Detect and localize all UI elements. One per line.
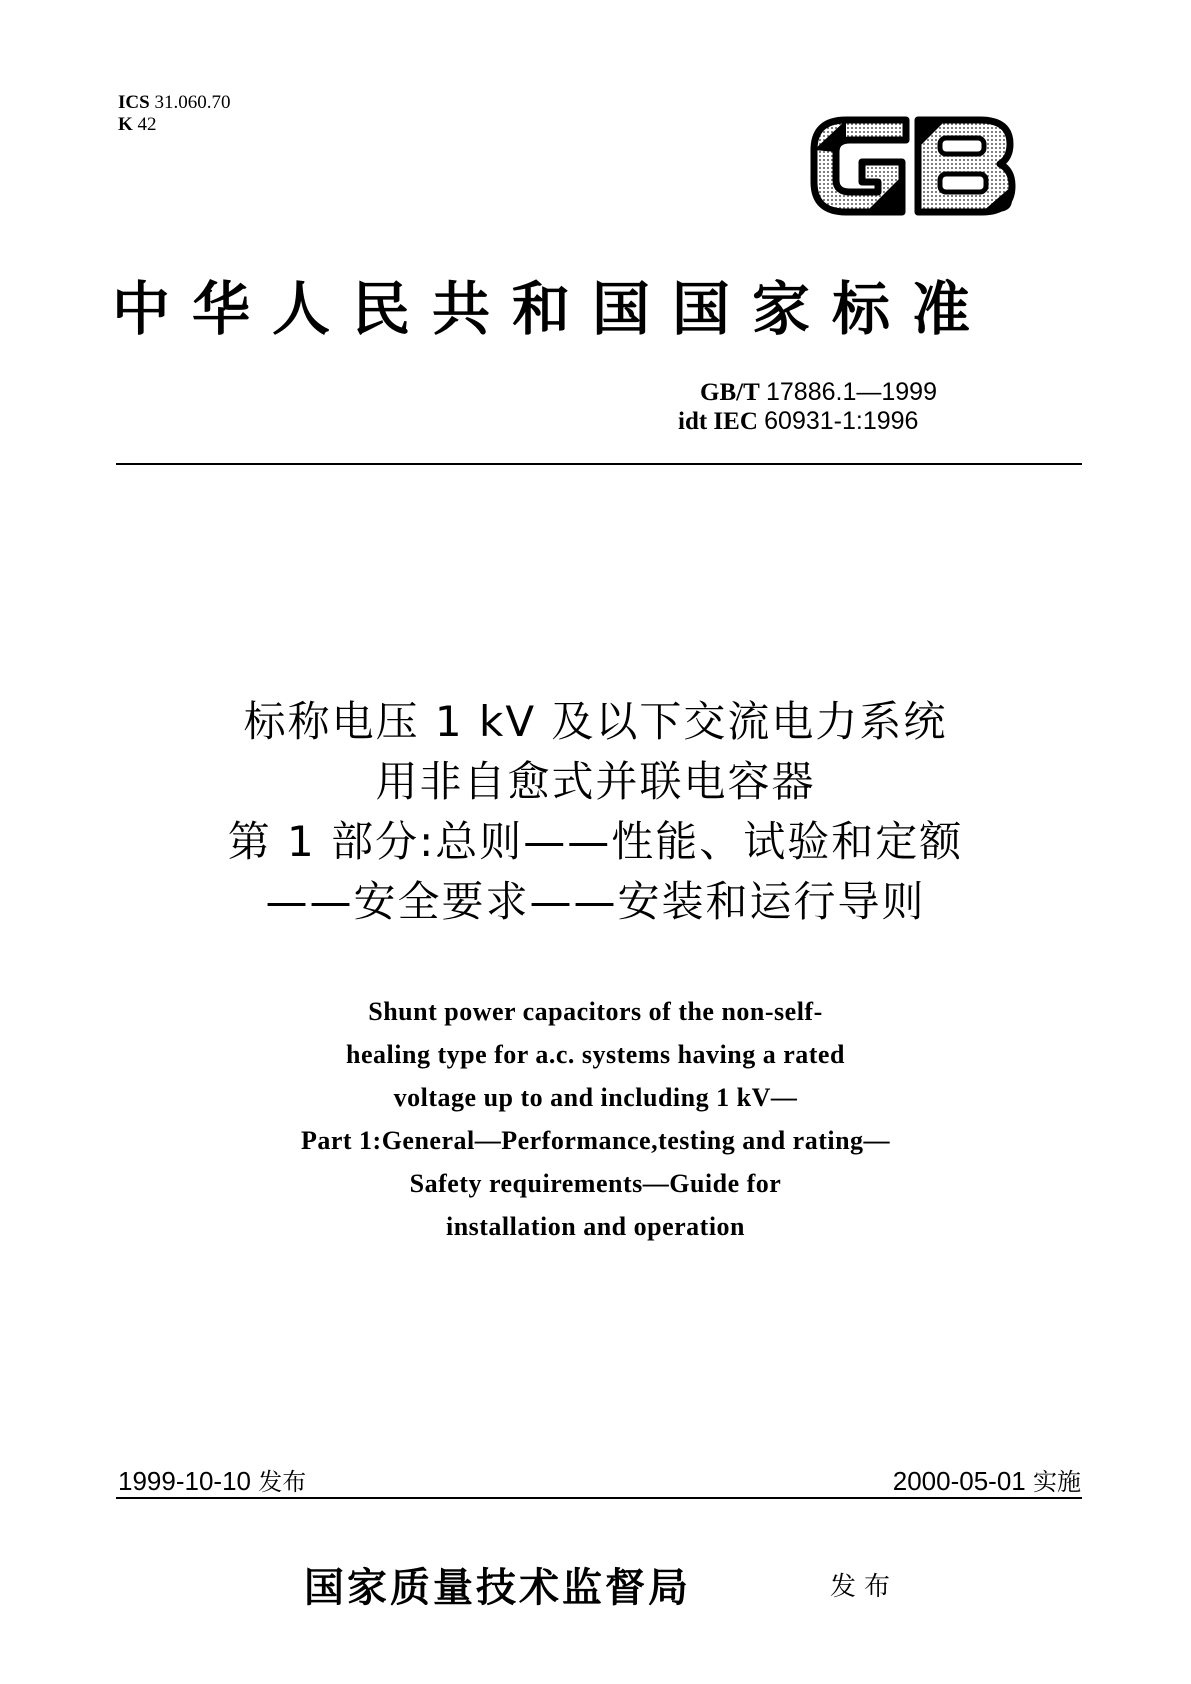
- top-divider: [116, 463, 1082, 465]
- english-title-line: healing type for a.c. systems having a rated: [346, 1040, 845, 1069]
- k-code: K 42: [118, 114, 157, 135]
- chinese-title: [0, 692, 1191, 932]
- english-title-line: Part 1:General—Performance,testing and rating—: [300, 1126, 891, 1155]
- issue-label: 发布: [258, 1468, 307, 1496]
- national-standard-title: 中华人民共和国国家标准: [112, 275, 993, 343]
- ics-code: ICS 31.060.70: [118, 92, 231, 113]
- standard-number: GB/T 17886.1—1999: [700, 378, 937, 406]
- issuing-authority: 国家质量技术监督局: [304, 1564, 691, 1611]
- standard-number-block: [678, 378, 937, 436]
- gb-logo-icon: [806, 110, 1018, 222]
- chinese-title-line: 用非自愈式并联电容器: [375, 757, 816, 806]
- english-title: [0, 990, 1191, 1248]
- bottom-divider: [116, 1497, 1082, 1499]
- issuer-label: 发布: [830, 1572, 899, 1602]
- chinese-title-line: 第 1 部分:总则——性能、试验和定额: [227, 817, 964, 866]
- implement-label: 实施: [1033, 1468, 1081, 1496]
- english-title-line: installation and operation: [445, 1212, 746, 1241]
- chinese-title-line: 标称电压 1 kV 及以下交流电力系统: [243, 697, 948, 746]
- english-title-line: Shunt power capacitors of the non-self-: [368, 997, 823, 1026]
- issue-date: 1999-10-10 发布: [118, 1466, 307, 1496]
- idt-reference: idt IEC 60931-1:1996: [678, 407, 919, 435]
- chinese-title-line: ——安全要求——安装和运行导则: [265, 877, 926, 926]
- english-title-line: voltage up to and including 1 kV—: [393, 1083, 798, 1112]
- classification-codes: [118, 92, 230, 136]
- implementation-date: 2000-05-01 实施: [892, 1466, 1081, 1496]
- english-title-line: Safety requirements—Guide for: [409, 1169, 782, 1198]
